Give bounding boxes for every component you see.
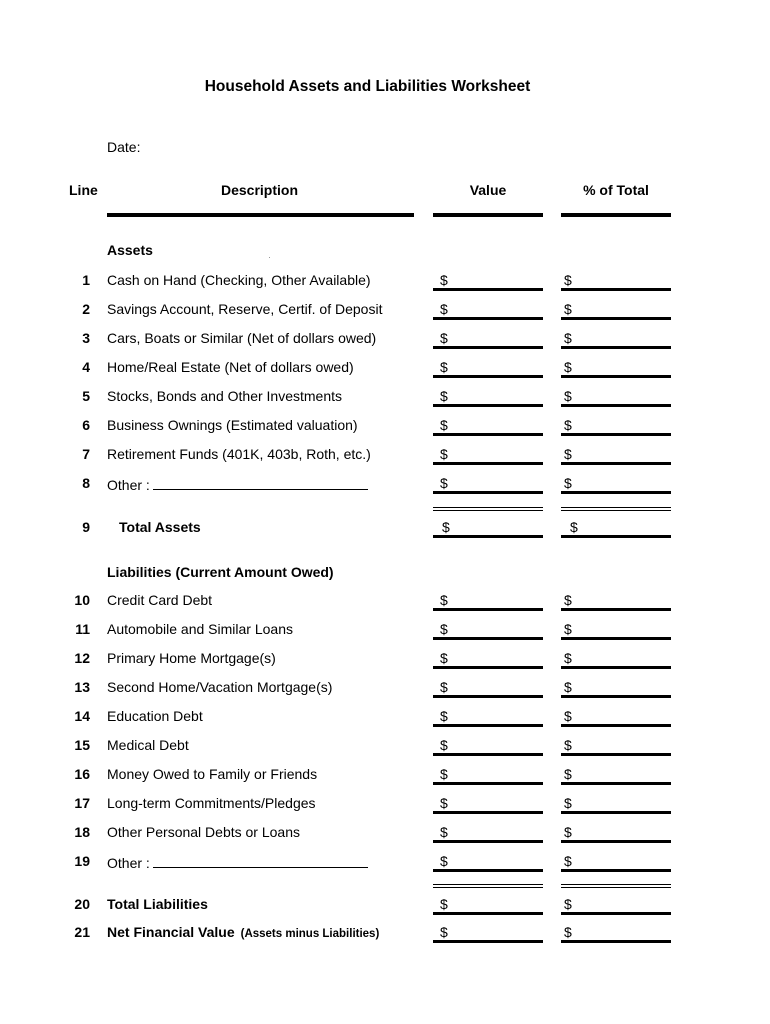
line-description-text: Other Personal Debts or Loans xyxy=(107,824,300,840)
currency-symbol: $ xyxy=(564,896,572,912)
line-number: 8 xyxy=(82,475,90,491)
currency-symbol: $ xyxy=(564,272,572,288)
line-number: 11 xyxy=(75,621,90,637)
percent-field[interactable] xyxy=(561,519,671,538)
percent-field[interactable] xyxy=(561,359,671,378)
currency-symbol: $ xyxy=(440,592,448,608)
line-description-text: Retirement Funds (401K, 403b, Roth, etc.) xyxy=(107,446,371,462)
line-number: 14 xyxy=(74,708,90,724)
currency-symbol: $ xyxy=(440,301,448,317)
line-number: 6 xyxy=(82,417,90,433)
percent-field[interactable] xyxy=(561,301,671,320)
line-description xyxy=(107,650,276,666)
percent-field[interactable] xyxy=(561,766,671,785)
asset-row xyxy=(0,388,770,417)
line-description-text: Credit Card Debt xyxy=(107,592,213,608)
percent-field[interactable] xyxy=(561,896,671,915)
value-field[interactable] xyxy=(433,795,543,814)
value-field[interactable] xyxy=(433,896,543,915)
line-number: 10 xyxy=(74,592,90,608)
currency-symbol: $ xyxy=(564,795,572,811)
currency-symbol: $ xyxy=(440,708,448,724)
line-description-text: Business Ownings (Estimated valuation) xyxy=(107,417,358,433)
liability-row xyxy=(0,737,770,766)
value-field[interactable] xyxy=(433,853,543,872)
value-field[interactable] xyxy=(433,475,543,494)
line-number: 17 xyxy=(74,795,90,811)
value-field[interactable] xyxy=(433,766,543,785)
line-description xyxy=(107,621,293,637)
page-title: Household Assets and Liabilities Worksheet xyxy=(204,78,531,95)
line-description-text: Education Debt xyxy=(107,708,203,724)
value-field[interactable] xyxy=(433,417,543,436)
currency-symbol: $ xyxy=(564,417,572,433)
currency-symbol: $ xyxy=(564,388,572,404)
line-description-text: Net Financial Value xyxy=(107,924,235,940)
currency-symbol: $ xyxy=(440,924,448,940)
percent-field[interactable] xyxy=(561,650,671,669)
header-description: Description xyxy=(220,182,298,198)
currency-symbol: $ xyxy=(442,519,450,535)
currency-symbol: $ xyxy=(440,272,448,288)
liabilities-total-double-rule-percent xyxy=(561,884,671,888)
currency-symbol: $ xyxy=(564,766,572,782)
line-description xyxy=(107,853,368,871)
liability-row xyxy=(0,795,770,824)
currency-symbol: $ xyxy=(564,621,572,637)
currency-symbol: $ xyxy=(440,824,448,840)
value-field[interactable] xyxy=(433,824,543,843)
currency-symbol: $ xyxy=(440,359,448,375)
line-number: 15 xyxy=(74,737,90,753)
line-description xyxy=(107,737,189,753)
line-note: (Assets minus Liabilities) xyxy=(240,928,380,940)
line-number: 1 xyxy=(82,272,90,288)
value-field[interactable] xyxy=(433,272,543,291)
currency-symbol: $ xyxy=(440,417,448,433)
liability-row xyxy=(0,824,770,853)
assets-heading: Assets xyxy=(107,242,153,258)
liabilities-heading: Liabilities (Current Amount Owed) xyxy=(107,564,334,580)
currency-symbol: $ xyxy=(564,650,572,666)
percent-field[interactable] xyxy=(561,272,671,291)
line-description-text: Total Assets xyxy=(119,519,201,535)
value-field[interactable] xyxy=(433,388,543,407)
currency-symbol: $ xyxy=(440,650,448,666)
line-number: 16 xyxy=(74,766,90,782)
line-number: 9 xyxy=(82,519,90,535)
line-description xyxy=(107,330,376,346)
currency-symbol: $ xyxy=(440,475,448,491)
line-description-text: Savings Account, Reserve, Certif. of Deposit xyxy=(107,301,383,317)
line-description-text: Stocks, Bonds and Other Investments xyxy=(107,388,343,404)
percent-field[interactable] xyxy=(561,388,671,407)
line-number: 3 xyxy=(82,330,90,346)
asset-row xyxy=(0,359,770,388)
line-description xyxy=(107,924,379,940)
header-value: Value xyxy=(469,182,507,198)
line-description-text: Home/Real Estate (Net of dollars owed) xyxy=(107,359,354,375)
line-description xyxy=(107,388,342,404)
line-number: 13 xyxy=(74,679,90,695)
value-field[interactable] xyxy=(433,359,543,378)
line-number: 7 xyxy=(82,446,90,462)
currency-symbol: $ xyxy=(440,795,448,811)
currency-symbol: $ xyxy=(564,737,572,753)
currency-symbol: $ xyxy=(440,896,448,912)
percent-field[interactable] xyxy=(561,621,671,640)
line-description xyxy=(107,301,382,317)
header-rule-description xyxy=(107,213,414,217)
line-number: 4 xyxy=(82,359,90,375)
currency-symbol: $ xyxy=(564,475,572,491)
asset-row xyxy=(0,475,770,504)
currency-symbol: $ xyxy=(564,924,572,940)
line-description-text: Other : xyxy=(107,855,150,871)
percent-field[interactable] xyxy=(561,853,671,872)
asset-total-row xyxy=(0,519,770,548)
percent-field[interactable] xyxy=(561,475,671,494)
percent-field[interactable] xyxy=(561,330,671,349)
liability-row xyxy=(0,766,770,795)
line-description xyxy=(107,708,203,724)
liability-row xyxy=(0,592,770,621)
value-field[interactable] xyxy=(433,737,543,756)
line-description-text: Money Owed to Family or Friends xyxy=(107,766,318,782)
line-description xyxy=(107,766,317,782)
value-field[interactable] xyxy=(433,519,543,538)
line-number: 18 xyxy=(74,824,90,840)
date-label: Date: xyxy=(107,139,141,155)
liability-row xyxy=(0,708,770,737)
line-description xyxy=(119,519,201,535)
line-description-text: Second Home/Vacation Mortgage(s) xyxy=(107,679,333,695)
line-description xyxy=(107,795,316,811)
percent-field[interactable] xyxy=(561,679,671,698)
header-percent-of-total: % of Total xyxy=(583,182,649,198)
value-field[interactable] xyxy=(433,621,543,640)
line-description-text: Cash on Hand (Checking, Other Available) xyxy=(107,272,371,288)
line-description xyxy=(107,446,371,462)
currency-symbol: $ xyxy=(564,708,572,724)
liability-row xyxy=(0,621,770,650)
line-number: 2 xyxy=(82,301,90,317)
line-description xyxy=(107,417,358,433)
percent-field[interactable] xyxy=(561,824,671,843)
asset-row xyxy=(0,330,770,359)
percent-field[interactable] xyxy=(561,417,671,436)
currency-symbol: $ xyxy=(440,388,448,404)
asset-row xyxy=(0,446,770,475)
asset-row xyxy=(0,417,770,446)
line-description xyxy=(107,272,371,288)
value-field[interactable] xyxy=(433,679,543,698)
assets-total-double-rule-value xyxy=(433,507,543,511)
line-description-text: Primary Home Mortgage(s) xyxy=(107,650,276,666)
currency-symbol: $ xyxy=(440,853,448,869)
liabilities-total-double-rule-value xyxy=(433,884,543,888)
line-description xyxy=(107,592,212,608)
percent-field[interactable] xyxy=(561,737,671,756)
currency-symbol: $ xyxy=(564,301,572,317)
header-rule-value xyxy=(433,213,543,217)
assets-total-double-rule-percent xyxy=(561,507,671,511)
stray-mark xyxy=(269,257,270,258)
liability-row xyxy=(0,650,770,679)
net-value-row xyxy=(0,924,770,953)
line-description-text: Medical Debt xyxy=(107,737,189,753)
line-description-text: Automobile and Similar Loans xyxy=(107,621,293,637)
line-description xyxy=(107,679,332,695)
line-description-text: Long-term Commitments/Pledges xyxy=(107,795,316,811)
percent-field[interactable] xyxy=(561,446,671,465)
currency-symbol: $ xyxy=(564,330,572,346)
percent-field[interactable] xyxy=(561,924,671,943)
value-field[interactable] xyxy=(433,301,543,320)
asset-row xyxy=(0,301,770,330)
line-description xyxy=(107,896,208,912)
currency-symbol: $ xyxy=(564,824,572,840)
liability-row xyxy=(0,853,770,882)
currency-symbol: $ xyxy=(440,766,448,782)
other-description-field[interactable] xyxy=(153,853,368,868)
line-number: 21 xyxy=(74,924,90,940)
currency-symbol: $ xyxy=(564,853,572,869)
asset-row xyxy=(0,272,770,301)
line-description-text: Cars, Boats or Similar (Net of dollars owed) xyxy=(107,330,377,346)
line-description xyxy=(107,359,354,375)
currency-symbol: $ xyxy=(440,737,448,753)
line-description-text: Total Liabilities xyxy=(107,896,208,912)
header-line: Line xyxy=(69,182,98,198)
line-number: 12 xyxy=(74,650,90,666)
currency-symbol: $ xyxy=(564,359,572,375)
line-number: 19 xyxy=(74,853,90,869)
percent-field[interactable] xyxy=(561,795,671,814)
percent-field[interactable] xyxy=(561,592,671,611)
value-field[interactable] xyxy=(433,446,543,465)
header-rule-percent xyxy=(561,213,671,217)
currency-symbol: $ xyxy=(440,330,448,346)
percent-field[interactable] xyxy=(561,708,671,727)
line-number: 5 xyxy=(82,388,90,404)
line-number: 20 xyxy=(74,896,90,912)
value-field[interactable] xyxy=(433,924,543,943)
value-field[interactable] xyxy=(433,708,543,727)
liability-total-row xyxy=(0,896,770,925)
currency-symbol: $ xyxy=(440,679,448,695)
currency-symbol: $ xyxy=(564,592,572,608)
value-field[interactable] xyxy=(433,592,543,611)
currency-symbol: $ xyxy=(570,519,578,535)
line-description xyxy=(107,475,368,493)
currency-symbol: $ xyxy=(564,446,572,462)
value-field[interactable] xyxy=(433,650,543,669)
currency-symbol: $ xyxy=(564,679,572,695)
other-description-field[interactable] xyxy=(153,475,368,490)
line-description xyxy=(107,824,300,840)
currency-symbol: $ xyxy=(440,621,448,637)
line-description-text: Other : xyxy=(107,477,150,493)
liability-row xyxy=(0,679,770,708)
currency-symbol: $ xyxy=(440,446,448,462)
value-field[interactable] xyxy=(433,330,543,349)
